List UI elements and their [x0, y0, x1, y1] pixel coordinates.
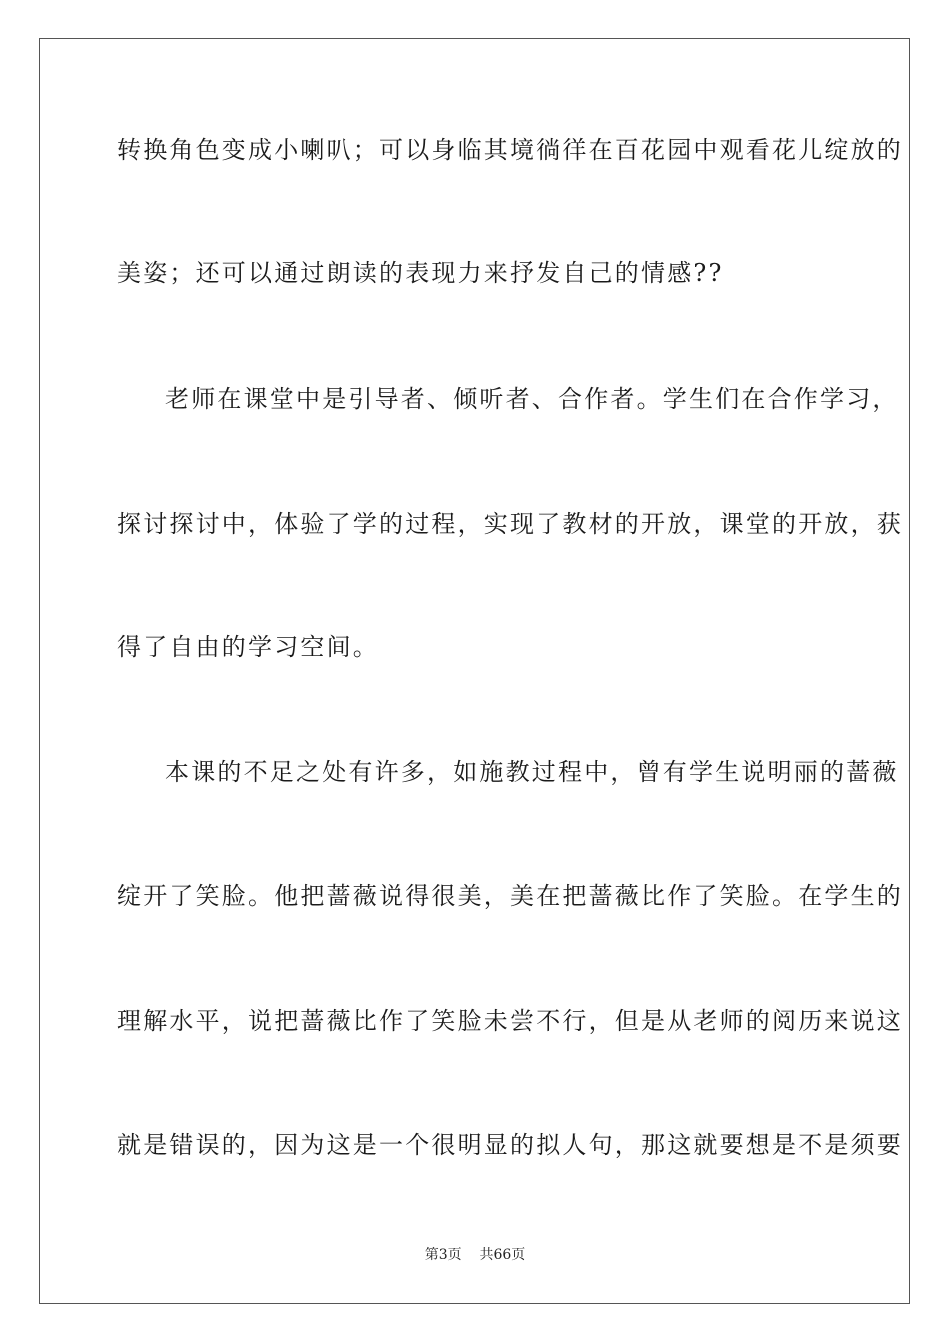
page-frame	[39, 38, 910, 1304]
paragraph-line-6: 本课的不足之处有许多，如施教过程中，曾有学生说明丽的蔷薇	[165, 758, 899, 786]
page-total: 共66页	[479, 1247, 526, 1263]
paragraph-line-4: 探讨探讨中，体验了学的过程，实现了教材的开放，课堂的开放，获	[117, 510, 903, 538]
paragraph-line-2: 美姿；还可以通过朗读的表现力来抒发自己的情感??	[117, 259, 724, 287]
paragraph-line-9: 就是错误的，因为这是一个很明显的拟人句，那这就要想是不是须要	[117, 1131, 903, 1159]
page-number: 第3页	[424, 1247, 462, 1263]
paragraph-line-5: 得了自由的学习空间。	[117, 633, 379, 661]
paragraph-line-8: 理解水平，说把蔷薇比作了笑脸未尝不行，但是从老师的阅历来说这	[117, 1007, 903, 1035]
paragraph-line-7: 绽开了笑脸。他把蔷薇说得很美，美在把蔷薇比作了笑脸。在学生的	[117, 882, 903, 910]
page-footer	[0, 1246, 950, 1264]
paragraph-line-1: 转换角色变成小喇叭；可以身临其境徜徉在百花园中观看花儿绽放的	[117, 136, 903, 164]
paragraph-line-3: 老师在课堂中是引导者、倾听者、合作者。学生们在合作学习，	[165, 385, 899, 413]
